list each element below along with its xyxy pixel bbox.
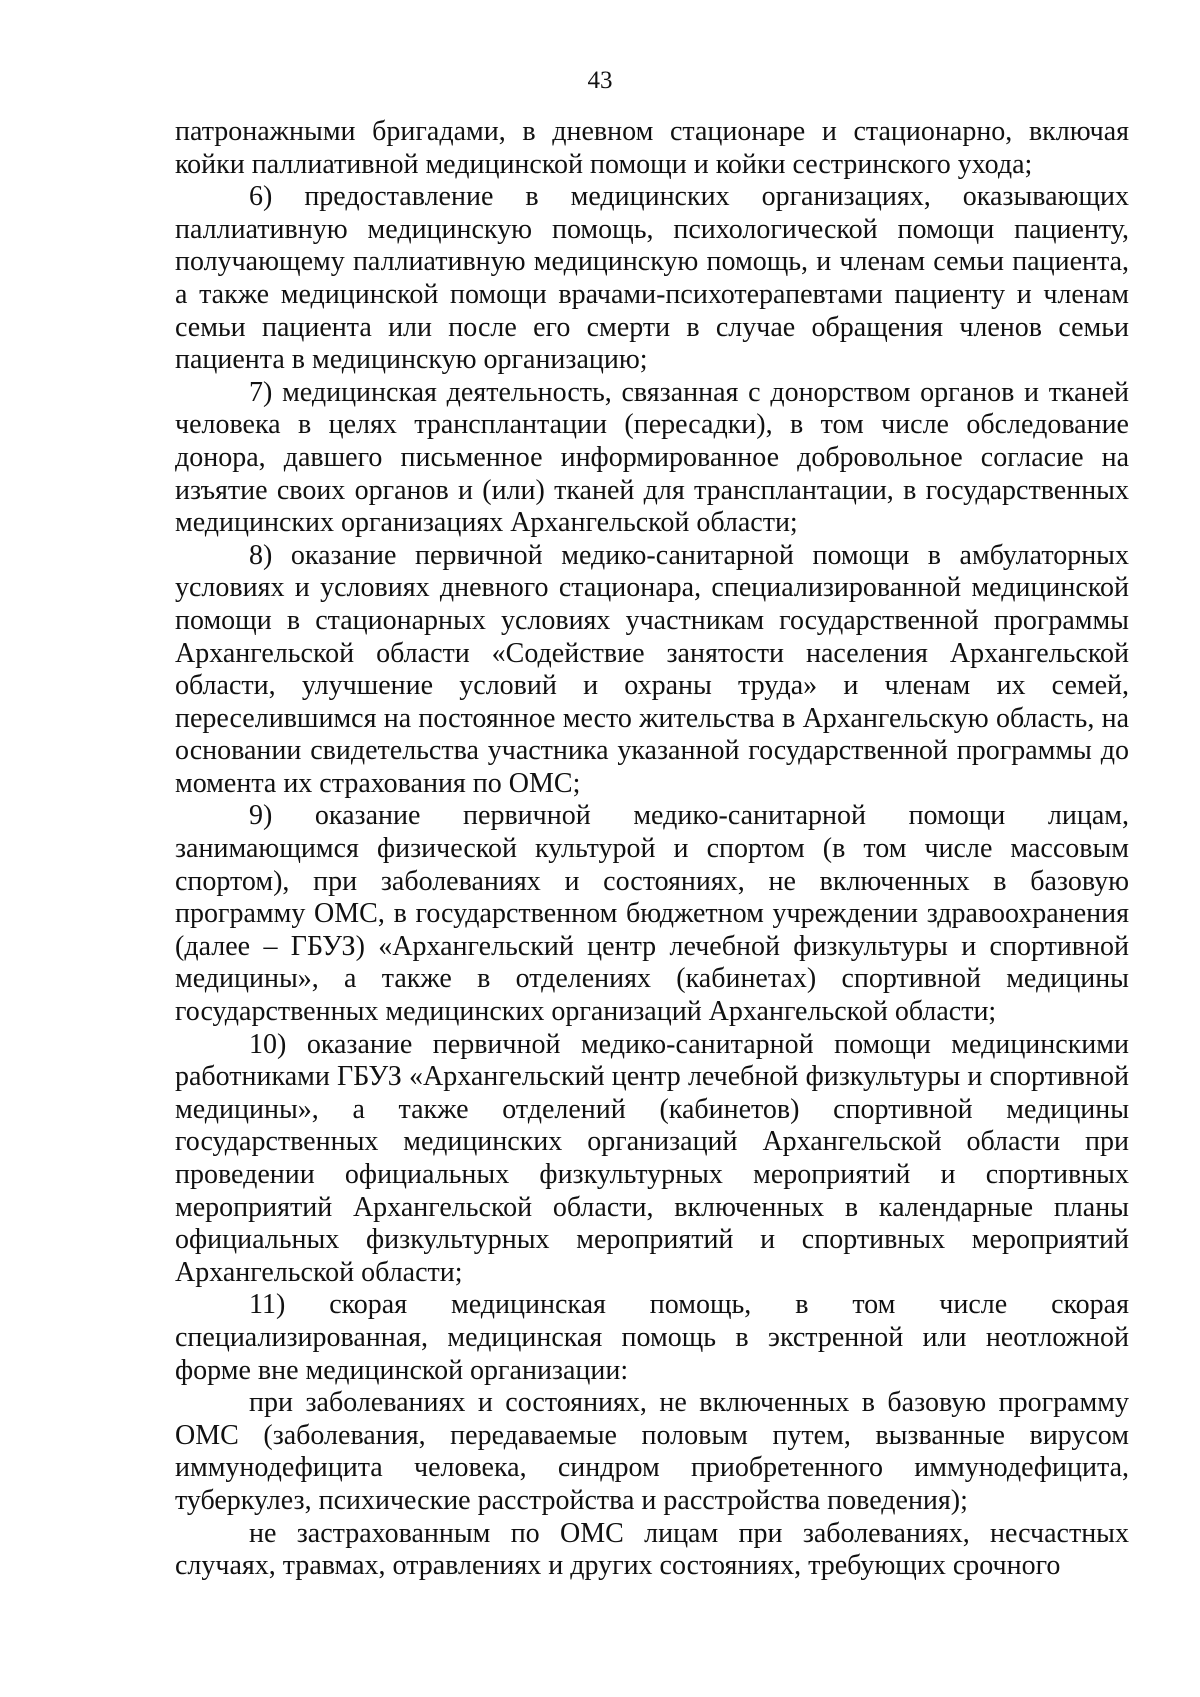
paragraph-item-10: 10) оказание первичной медико-санитарной помощи медицинскими работниками ГБУЗ «Архангельский центр лечебной физкультуры и спортивной медицины», а также отделений (кабинетов) спортивной медицины государственных медицинских организаций Архангельской области при проведении официальных физкультурных мероприятий и спортивных мероприятий Архангельской области, включенных в календарные планы официальных физкультурных мероприятий и спортивных мероприятий Архангельской области; — [175, 1028, 1129, 1288]
paragraph-continuation: патронажными бригадами, в дневном стационаре и стационарно, включая койки паллиативной медицинской помощи и койки сестринского ухода; — [175, 116, 1129, 180]
paragraph-item-8: 8) оказание первичной медико-санитарной помощи в амбулаторных условиях и условиях дневного стационара, специализированной медицинской помощи в стационарных условиях участникам государственной программы Архангельской области «Содействие занятости населения Архангельской области, улучшение условий и охраны труда» и членам их семей, переселившимся на постоянное место жительства в Архангельскую область, на основании свидетельства участника указанной государственной программы до момента их страхования по ОМС; — [175, 539, 1129, 799]
page-number: 43 — [587, 67, 613, 94]
paragraph-item-7: 7) медицинская деятельность, связанная с донорством органов и тканей человека в целях трансплантации (пересадки), в том числе обследование донора, давшего письменное информированное добровольное согласие на изъятие своих органов и (или) тканей для трансплантации, в государственных медицинских организациях Архангельской области; — [175, 376, 1129, 539]
paragraph-item-9: 9) оказание первичной медико-санитарной помощи лицам, занимающимся физической культурой и спортом (в том числе массовым спортом), при заболеваниях и состояниях, не включенных в базовую программу ОМС, в государственном бюджетном учреждении здравоохранения (далее – ГБУЗ) «Архангельский центр лечебной физкультуры и спортивной медицины», а также в отделениях (кабинетах) спортивной медицины государственных медицинских организаций Архангельской области; — [175, 800, 1129, 1028]
paragraph-subitem-2: не застрахованным по ОМС лицам при заболеваниях, несчастных случаях, травмах, отравлениях и других состояниях, требующих срочного — [175, 1517, 1129, 1582]
document-body — [175, 116, 1129, 1583]
paragraph-item-6: 6) предоставление в медицинских организациях, оказывающих паллиативную медицинскую помощь, психологической помощи пациенту, получающему паллиативную медицинскую помощь, и членам семьи пациента, а также медицинской помощи врачами-психотерапевтами пациенту и членам семьи пациента или после его смерти в случае обращения членов семьи пациента в медицинскую организацию; — [175, 181, 1129, 376]
paragraph-item-11: 11) скорая медицинская помощь, в том числе скорая специализированная, медицинская помощь в экстренной или неотложной форме вне медицинской организации: — [175, 1289, 1129, 1386]
paragraph-subitem-1: при заболеваниях и состояниях, не включенных в базовую программу ОМС (заболевания, передаваемые половым путем, вызванные вирусом иммунодефицита человека, синдром приобретенного иммунодефицита, туберкулез, психические расстройства и расстройства поведения); — [175, 1387, 1129, 1516]
